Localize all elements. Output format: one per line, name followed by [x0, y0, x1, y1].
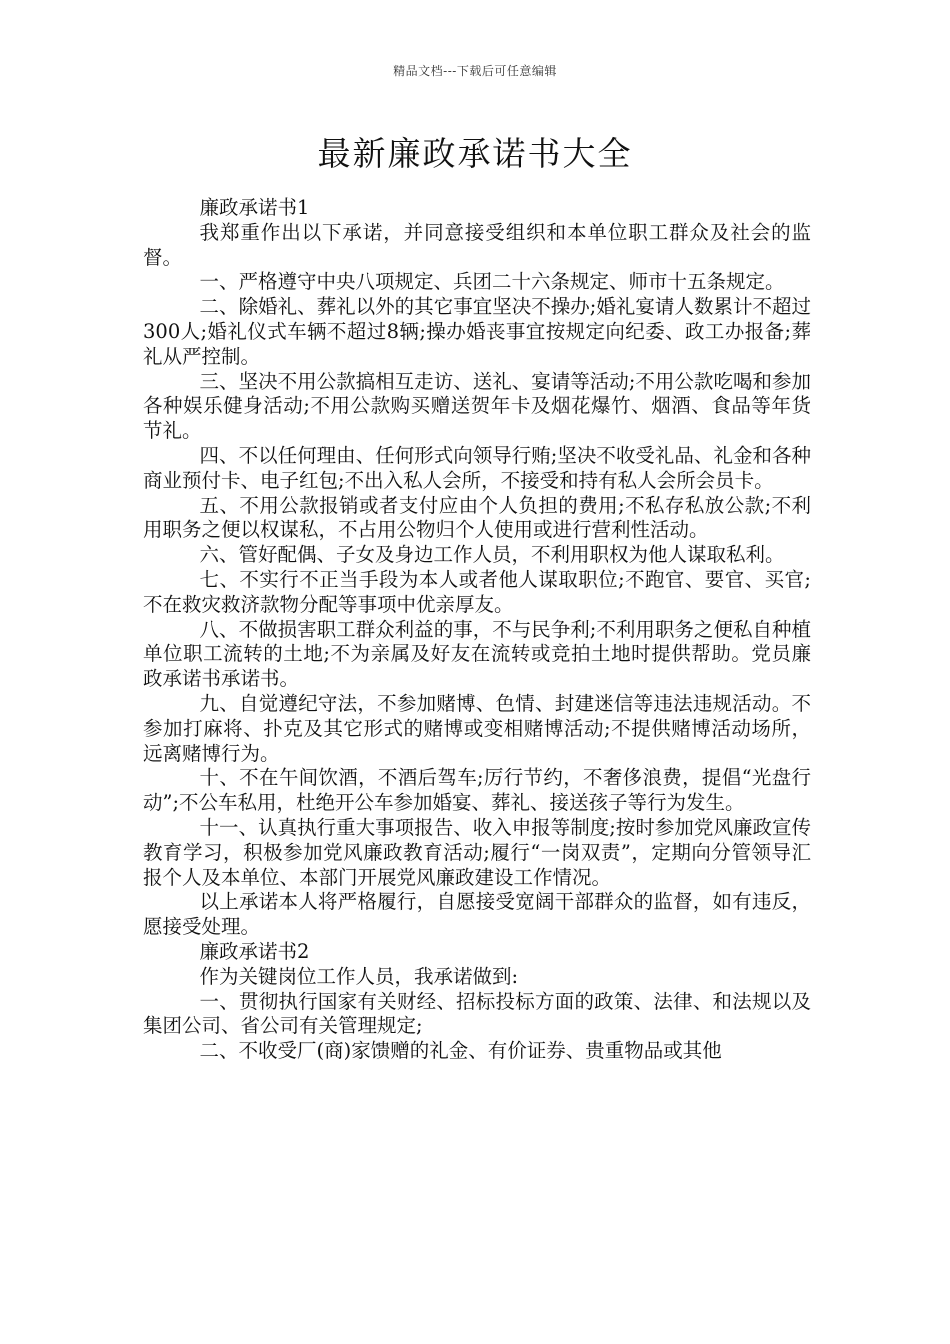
paragraph: 四、不以任何理由、任何形式向领导行贿;坚决不收受礼品、礼金和各种商业预付卡、电子红包;不出入私人会所，不接受和持有私人会所会员卡。 — [143, 443, 811, 492]
paragraph: 十、不在午间饮酒，不酒后驾车;厉行节约，不奢侈浪费，提倡“光盘行动”;不公车私用，杜绝开公车参加婚宴、葬礼、接送孩子等行为发生。 — [143, 766, 811, 815]
paragraph: 一、贯彻执行国家有关财经、招标投标方面的政策、法律、和法规以及集团公司、省公司有关管理规定; — [143, 989, 811, 1038]
paragraph: 七、不实行不正当手段为本人或者他人谋取职位;不跑官、要官、买官;不在救灾救济款物分配等事项中优亲厚友。 — [143, 567, 811, 616]
section-heading: 廉政承诺书2 — [199, 939, 310, 963]
paragraph: 三、坚决不用公款搞相互走访、送礼、宴请等活动;不用公款吃喝和参加各种娱乐健身活动;不用公款购买赠送贺年卡及烟花爆竹、烟酒、食品等年货节礼。 — [143, 369, 811, 443]
paragraph: 十一、认真执行重大事项报告、收入申报等制度;按时参加党风廉政宣传教育学习，积极参加党风廉政教育活动;履行“一岗双责”，定期向分管领导汇报个人及本单位、本部门开展党风廉政建设工作情况。 — [143, 815, 811, 889]
paragraph: 我郑重作出以下承诺，并同意接受组织和本单位职工群众及社会的监督。 — [143, 220, 811, 269]
paragraph: 以上承诺本人将严格履行，自愿接受宽阔干部群众的监督，如有违反，愿接受处理。 — [143, 890, 811, 939]
paragraph: 九、自觉遵纪守法，不参加赌博、色情、封建迷信等违法违规活动。不参加打麻将、扑克及其它形式的赌博或变相赌博活动;不提供赌博活动场所，远离赌博行为。 — [143, 691, 811, 765]
section-heading: 廉政承诺书1 — [199, 196, 310, 219]
paragraph: 二、不收受厂(商)家馈赠的礼金、有价证券、贵重物品或其他 — [199, 1039, 722, 1063]
paragraph: 一、严格遵守中央八项规定、兵团二十六条规定、师市十五条规定。 — [199, 270, 785, 294]
paragraph: 作为关键岗位工作人员，我承诺做到: — [199, 964, 519, 988]
paragraph: 五、不用公款报销或者支付应由个人负担的费用;不私存私放公款;不利用职务之便以权谋私，不占用公物归个人使用或进行营利性活动。 — [143, 493, 811, 542]
document-body — [143, 196, 811, 1064]
paragraph: 二、除婚礼、葬礼以外的其它事宜坚决不操办;婚礼宴请人数累计不超过300人;婚礼仪式车辆不超过8辆;操办婚丧事宜按规定向纪委、政工办报备;葬礼从严控制。 — [143, 295, 811, 368]
document-title: 最新廉政承诺书大全 — [317, 134, 633, 173]
header-note: 精品文档---下载后可任意编辑 — [393, 64, 557, 78]
paragraph: 八、不做损害职工群众利益的事，不与民争利;不利用职务之便私自种植单位职工流转的土地;不为亲属及好友在流转或竞拍土地时提供帮助。党员廉政承诺书承诺书。 — [143, 617, 811, 691]
paragraph: 六、管好配偶、子女及身边工作人员，不利用职权为他人谋取私利。 — [199, 543, 785, 567]
